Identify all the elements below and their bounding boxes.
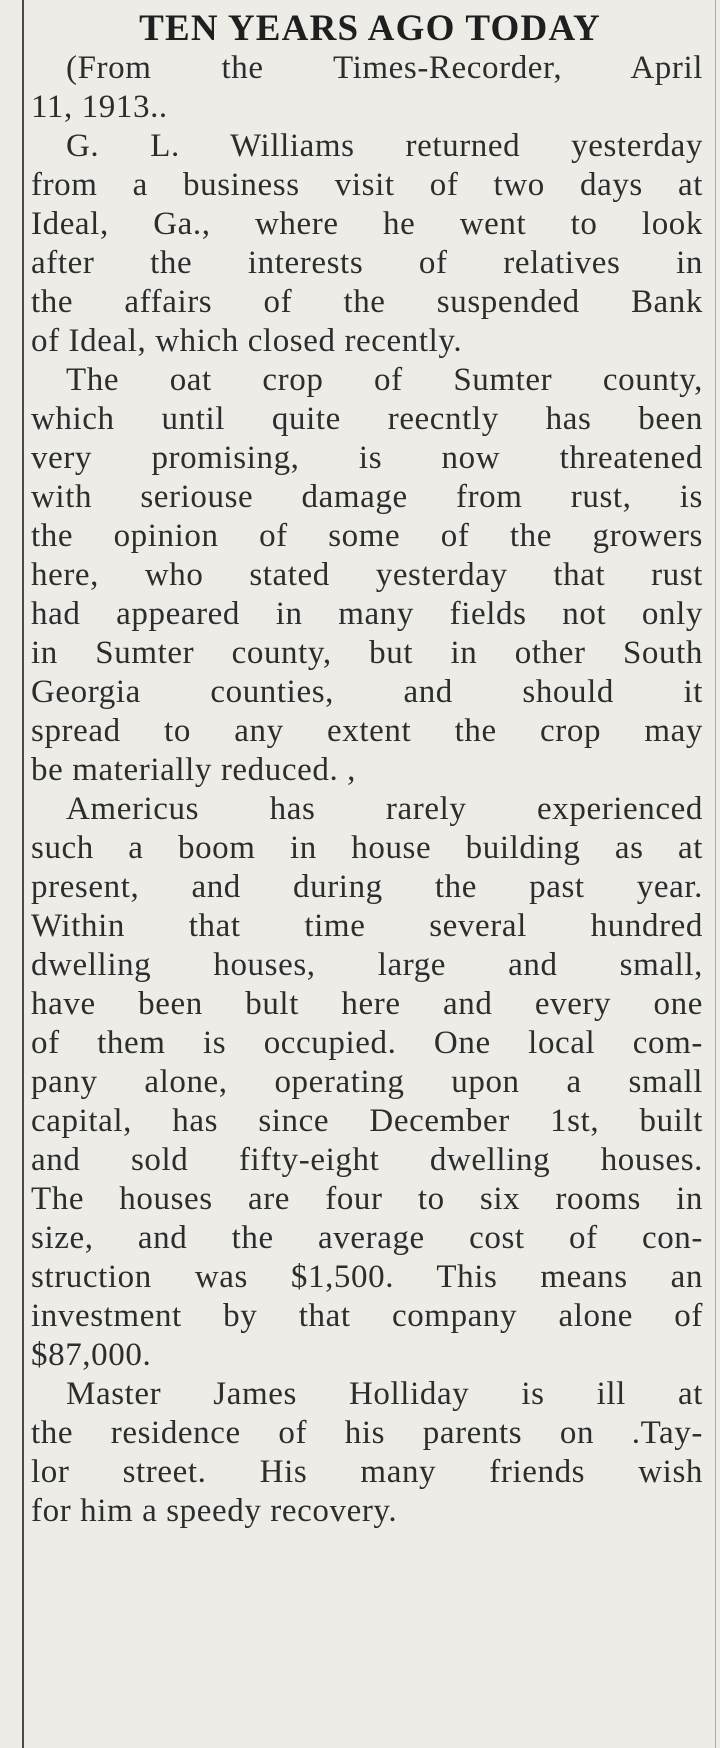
- text-line: The houses are four to six rooms in: [31, 1181, 703, 1217]
- column-rule-left: [22, 0, 24, 1748]
- text-line: pany alone, operating upon a small: [31, 1064, 703, 1100]
- text-line: Within that time several hundred: [31, 908, 703, 944]
- dateline-line: 11, 1913..: [31, 89, 168, 125]
- text-line: present, and during the past year.: [31, 869, 703, 905]
- dateline-line: (From the Times-Recorder, April: [66, 50, 703, 86]
- text-line: from a business visit of two days at: [31, 167, 703, 203]
- text-line: dwelling houses, large and small,: [31, 947, 703, 983]
- text-line: of Ideal, which closed recently.: [31, 323, 463, 359]
- text-line: size, and the average cost of con-: [31, 1220, 703, 1256]
- text-line: for him a speedy recovery.: [31, 1493, 398, 1529]
- text-line: and sold fifty-eight dwelling houses.: [31, 1142, 703, 1178]
- text-line: The oat crop of Sumter county,: [66, 362, 703, 398]
- text-line: with seriouse damage from rust, is: [31, 479, 703, 515]
- text-line: very promising, is now threatened: [31, 440, 703, 476]
- text-line: which until quite reecntly has been: [31, 401, 703, 437]
- text-line: in Sumter county, but in other South: [31, 635, 703, 671]
- text-line: capital, has since December 1st, built: [31, 1103, 703, 1139]
- text-line: be materially reduced. ,: [31, 752, 356, 788]
- text-line: Georgia counties, and should it: [31, 674, 703, 710]
- text-line: Americus has rarely experienced: [66, 791, 703, 827]
- text-line: of them is occupied. One local com-: [31, 1025, 703, 1061]
- text-line: the residence of his parents on .Tay-: [31, 1415, 703, 1451]
- text-line: Master James Holliday is ill at: [66, 1376, 703, 1412]
- text-line: $87,000.: [31, 1337, 152, 1373]
- text-line: lor street. His many friends wish: [31, 1454, 703, 1490]
- text-line: struction was $1,500. This means an: [31, 1259, 703, 1295]
- text-line: spread to any extent the crop may: [31, 713, 703, 749]
- column-rule-right: [715, 0, 716, 1748]
- text-line: the affairs of the suspended Bank: [31, 284, 703, 320]
- text-line: have been bult here and every one: [31, 986, 703, 1022]
- text-line: G. L. Williams returned yesterday: [66, 128, 703, 164]
- text-line: the opinion of some of the growers: [31, 518, 703, 554]
- text-line: investment by that company alone of: [31, 1298, 703, 1334]
- headline: TEN YEARS AGO TODAY: [139, 8, 601, 49]
- text-line: such a boom in house building as at: [31, 830, 703, 866]
- text-line: after the interests of relatives in: [31, 245, 703, 281]
- text-line: had appeared in many fields not only: [31, 596, 703, 632]
- text-line: here, who stated yesterday that rust: [31, 557, 703, 593]
- text-line: Ideal, Ga., where he went to look: [31, 206, 703, 242]
